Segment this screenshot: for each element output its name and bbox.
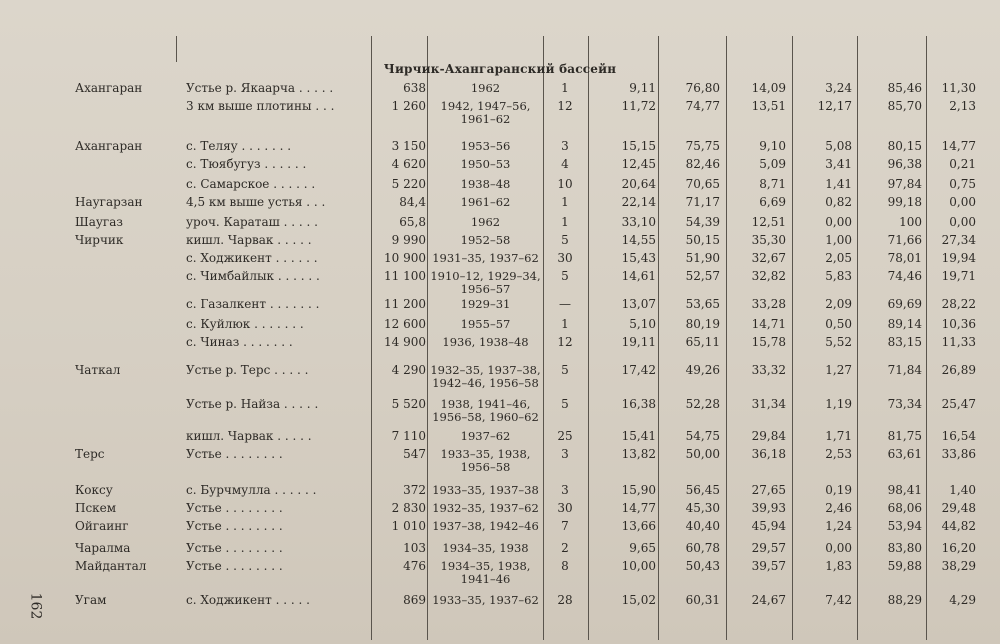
cell-place: с. Ходжикент . . . . . xyxy=(186,594,310,607)
cell-n: 1 xyxy=(561,317,569,331)
cell-river: Наугарзан xyxy=(75,195,143,209)
cell-v3: 13,51 xyxy=(751,99,786,113)
cell-v2: 75,75 xyxy=(685,139,720,153)
cell-v6: 25,47 xyxy=(941,397,976,411)
cell-v4: 2,05 xyxy=(825,251,852,265)
cell-area: 476 xyxy=(403,559,426,573)
cell-place: Устье . . . . . . . . xyxy=(186,560,283,573)
cell-v1: 15,15 xyxy=(621,139,656,153)
cell-v5: 74,46 xyxy=(887,269,922,283)
cell-v6: 29,48 xyxy=(941,501,976,515)
cell-years: 1932–35, 1937–62 xyxy=(432,501,539,515)
cell-v3: 24,67 xyxy=(751,593,786,607)
cell-n: 30 xyxy=(557,501,573,515)
cell-v5: 73,34 xyxy=(887,397,922,411)
cell-v6: 11,30 xyxy=(941,81,976,95)
cell-v4: 0,50 xyxy=(825,317,852,331)
cell-v2: 54,75 xyxy=(685,429,720,443)
cell-place: с. Чиназ . . . . . . . xyxy=(186,336,293,349)
cell-years: 1962 xyxy=(470,81,501,95)
cell-place: с. Тюябугуз . . . . . . xyxy=(186,158,307,171)
cell-v2: 53,65 xyxy=(685,297,720,311)
cell-place: 3 км выше плотины . . . xyxy=(186,100,335,113)
cell-v2: 50,15 xyxy=(685,233,720,247)
cell-v5: 81,75 xyxy=(887,429,922,443)
cell-v1: 10,00 xyxy=(621,559,656,573)
cell-n: 30 xyxy=(557,251,573,265)
cell-v6: 33,86 xyxy=(941,447,976,461)
cell-v2: 40,40 xyxy=(685,519,720,533)
cell-years: 1929–31 xyxy=(460,297,511,311)
cell-v6: 0,00 xyxy=(949,215,976,229)
cell-v6: 14,77 xyxy=(941,139,976,153)
cell-river: Коксу xyxy=(75,483,113,497)
cell-v5: 71,84 xyxy=(887,363,922,377)
page-number: 162 xyxy=(27,592,44,620)
cell-v1: 33,10 xyxy=(621,215,656,229)
cell-n: 3 xyxy=(561,447,569,461)
cell-place: с. Теляу . . . . . . . xyxy=(186,140,292,153)
cell-area: 5 220 xyxy=(391,177,426,191)
cell-v3: 36,18 xyxy=(751,447,786,461)
cell-v2: 50,00 xyxy=(685,447,720,461)
cell-area: 14 900 xyxy=(384,335,426,349)
cell-v5: 85,46 xyxy=(887,81,922,95)
cell-v2: 76,80 xyxy=(685,81,720,95)
cell-v4: 2,46 xyxy=(825,501,852,515)
cell-place: с. Ходжикент . . . . . . xyxy=(186,252,318,265)
cell-v6: 28,22 xyxy=(941,297,976,311)
cell-v4: 2,09 xyxy=(825,297,852,311)
cell-v2: 45,30 xyxy=(685,501,720,515)
cell-place: кишл. Чарвак . . . . . xyxy=(186,234,312,247)
cell-area: 11 100 xyxy=(384,269,426,283)
cell-v3: 12,51 xyxy=(751,215,786,229)
cell-v4: 1,83 xyxy=(825,559,852,573)
cell-v1: 15,43 xyxy=(621,251,656,265)
cell-v1: 20,64 xyxy=(621,177,656,191)
cell-years: 1934–35, 1938, 1941–46 xyxy=(440,559,531,586)
cell-n: 12 xyxy=(557,99,573,113)
cell-n: 4 xyxy=(561,157,569,171)
cell-v6: 27,34 xyxy=(941,233,976,247)
table-row xyxy=(0,270,1000,300)
cell-v2: 74,77 xyxy=(685,99,720,113)
cell-years: 1937–38, 1942–46 xyxy=(432,519,539,533)
cell-years: 1937–62 xyxy=(460,429,511,443)
cell-n: 2 xyxy=(561,541,569,555)
cell-years: 1936, 1938–48 xyxy=(442,335,529,349)
cell-area: 9 990 xyxy=(391,233,426,247)
cell-v6: 44,82 xyxy=(941,519,976,533)
cell-v2: 52,28 xyxy=(685,397,720,411)
cell-v4: 1,00 xyxy=(825,233,852,247)
cell-v4: 2,53 xyxy=(825,447,852,461)
cell-area: 2 830 xyxy=(391,501,426,515)
cell-v1: 19,11 xyxy=(621,335,656,349)
cell-v2: 70,65 xyxy=(685,177,720,191)
cell-n: 7 xyxy=(561,519,569,533)
cell-v1: 15,02 xyxy=(621,593,656,607)
cell-place: с. Газалкент . . . . . . . xyxy=(186,298,320,311)
cell-v5: 98,41 xyxy=(887,483,922,497)
cell-v6: 2,13 xyxy=(949,99,976,113)
cell-v2: 60,31 xyxy=(685,593,720,607)
cell-v3: 32,67 xyxy=(751,251,786,265)
table-row xyxy=(0,594,1000,624)
cell-v2: 52,57 xyxy=(685,269,720,283)
cell-area: 10 900 xyxy=(384,251,426,265)
cell-v4: 0,19 xyxy=(825,483,852,497)
cell-v4: 1,24 xyxy=(825,519,852,533)
cell-v1: 14,55 xyxy=(621,233,656,247)
cell-area: 11 200 xyxy=(384,297,426,311)
cell-place: Устье . . . . . . . . xyxy=(186,542,283,555)
cell-area: 547 xyxy=(403,447,426,461)
cell-v2: 56,45 xyxy=(685,483,720,497)
cell-v1: 12,45 xyxy=(621,157,656,171)
cell-years: 1942, 1947–56, 1961–62 xyxy=(440,99,531,126)
cell-river: Майдантал xyxy=(75,559,147,573)
cell-v4: 1,19 xyxy=(825,397,852,411)
cell-place: с. Чимбайлык . . . . . . xyxy=(186,270,320,283)
cell-n: 3 xyxy=(561,139,569,153)
cell-place: кишл. Чарвак . . . . . xyxy=(186,430,312,443)
cell-v5: 80,15 xyxy=(887,139,922,153)
cell-v1: 13,07 xyxy=(621,297,656,311)
cell-v4: 1,27 xyxy=(825,363,852,377)
cell-years: 1938, 1941–46, 1956–58, 1960–62 xyxy=(432,397,539,424)
cell-v2: 71,17 xyxy=(685,195,720,209)
cell-v2: 49,26 xyxy=(685,363,720,377)
cell-place: Устье р. Терс . . . . . xyxy=(186,364,309,377)
cell-place: с. Куйлюк . . . . . . . xyxy=(186,318,304,331)
cell-n: 10 xyxy=(557,177,573,191)
table-row xyxy=(0,560,1000,590)
cell-years: 1931–35, 1937–62 xyxy=(432,251,539,265)
cell-n: 8 xyxy=(561,559,569,573)
cell-v3: 27,65 xyxy=(751,483,786,497)
cell-v1: 9,11 xyxy=(629,81,656,95)
cell-v1: 9,65 xyxy=(629,541,656,555)
cell-v5: 100 xyxy=(899,215,922,229)
cell-v3: 39,93 xyxy=(751,501,786,515)
cell-years: 1953–56 xyxy=(460,139,511,153)
cell-river: Ахангаран xyxy=(75,139,143,153)
cell-place: 4,5 км выше устья . . . xyxy=(186,196,326,209)
cell-v6: 4,29 xyxy=(949,593,976,607)
cell-v6: 38,29 xyxy=(941,559,976,573)
cell-v5: 78,01 xyxy=(887,251,922,265)
cell-v2: 54,39 xyxy=(685,215,720,229)
cell-place: Устье . . . . . . . . xyxy=(186,520,283,533)
cell-years: 1934–35, 1938 xyxy=(442,541,529,555)
cell-years: 1950–53 xyxy=(460,157,511,171)
cell-v5: 59,88 xyxy=(887,559,922,573)
cell-v1: 13,66 xyxy=(621,519,656,533)
cell-n: 5 xyxy=(561,397,569,411)
cell-v5: 83,15 xyxy=(887,335,922,349)
table-row xyxy=(0,100,1000,130)
cell-v6: 19,94 xyxy=(941,251,976,265)
cell-area: 65,8 xyxy=(399,215,426,229)
cell-river: Чаралма xyxy=(75,541,131,555)
cell-v4: 3,41 xyxy=(825,157,852,171)
cell-v5: 71,66 xyxy=(887,233,922,247)
table-row xyxy=(0,364,1000,394)
cell-v6: 11,33 xyxy=(941,335,976,349)
cell-v6: 1,40 xyxy=(949,483,976,497)
cell-n: — xyxy=(559,297,571,311)
cell-v5: 85,70 xyxy=(887,99,922,113)
cell-v5: 53,94 xyxy=(887,519,922,533)
cell-v1: 5,10 xyxy=(629,317,656,331)
cell-n: 1 xyxy=(561,81,569,95)
cell-v5: 96,38 xyxy=(887,157,922,171)
cell-v1: 16,38 xyxy=(621,397,656,411)
cell-river: Пскем xyxy=(75,501,117,515)
cell-v4: 1,71 xyxy=(825,429,852,443)
cell-place: с. Самарское . . . . . . xyxy=(186,178,316,191)
cell-v3: 14,71 xyxy=(751,317,786,331)
cell-area: 4 620 xyxy=(391,157,426,171)
cell-v3: 35,30 xyxy=(751,233,786,247)
cell-place: Устье р. Найза . . . . . xyxy=(186,398,319,411)
cell-v3: 14,09 xyxy=(751,81,786,95)
cell-v3: 33,32 xyxy=(751,363,786,377)
cell-area: 7 110 xyxy=(391,429,426,443)
cell-v6: 16,20 xyxy=(941,541,976,555)
cell-v1: 11,72 xyxy=(621,99,656,113)
cell-v4: 12,17 xyxy=(817,99,852,113)
cell-river: Ахангаран xyxy=(75,81,143,95)
cell-v4: 1,41 xyxy=(825,177,852,191)
cell-v4: 3,24 xyxy=(825,81,852,95)
cell-place: Устье р. Якаарча . . . . . xyxy=(186,82,334,95)
cell-n: 1 xyxy=(561,215,569,229)
cell-area: 5 520 xyxy=(391,397,426,411)
cell-v3: 9,10 xyxy=(759,139,786,153)
cell-years: 1938–48 xyxy=(460,177,511,191)
cell-v5: 68,06 xyxy=(887,501,922,515)
cell-n: 28 xyxy=(557,593,573,607)
cell-area: 372 xyxy=(403,483,426,497)
cell-v3: 29,84 xyxy=(751,429,786,443)
cell-place: с. Бурчмулла . . . . . . xyxy=(186,484,317,497)
cell-v3: 5,09 xyxy=(759,157,786,171)
basin-title: Чирчик-Ахангаранский бассейн xyxy=(383,62,617,76)
cell-v6: 19,71 xyxy=(941,269,976,283)
cell-years: 1933–35, 1937–62 xyxy=(432,593,539,607)
cell-v6: 0,21 xyxy=(949,157,976,171)
cell-years: 1955–57 xyxy=(460,317,511,331)
cell-place: уроч. Караташ . . . . . xyxy=(186,216,318,229)
cell-area: 103 xyxy=(403,541,426,555)
cell-years: 1962 xyxy=(470,215,501,229)
cell-v3: 39,57 xyxy=(751,559,786,573)
cell-n: 1 xyxy=(561,195,569,209)
cell-years: 1933–35, 1937–38 xyxy=(432,483,539,497)
cell-v4: 5,08 xyxy=(825,139,852,153)
cell-area: 1 260 xyxy=(391,99,426,113)
table-row xyxy=(0,336,1000,366)
cell-years: 1952–58 xyxy=(460,233,511,247)
cell-n: 25 xyxy=(557,429,573,443)
cell-v6: 26,89 xyxy=(941,363,976,377)
cell-v3: 31,34 xyxy=(751,397,786,411)
cell-v4: 7,42 xyxy=(825,593,852,607)
cell-v2: 65,11 xyxy=(685,335,720,349)
cell-v1: 14,77 xyxy=(621,501,656,515)
cell-v6: 16,54 xyxy=(941,429,976,443)
table-row xyxy=(0,448,1000,478)
cell-v5: 83,80 xyxy=(887,541,922,555)
cell-river: Шаугаз xyxy=(75,215,123,229)
cell-v4: 0,82 xyxy=(825,195,852,209)
cell-n: 5 xyxy=(561,363,569,377)
cell-v2: 60,78 xyxy=(685,541,720,555)
cell-area: 638 xyxy=(403,81,426,95)
cell-v2: 51,90 xyxy=(685,251,720,265)
cell-n: 5 xyxy=(561,233,569,247)
cell-v3: 33,28 xyxy=(751,297,786,311)
cell-area: 84,4 xyxy=(399,195,426,209)
cell-v3: 8,71 xyxy=(759,177,786,191)
cell-v3: 45,94 xyxy=(751,519,786,533)
cell-v2: 80,19 xyxy=(685,317,720,331)
cell-place: Устье . . . . . . . . xyxy=(186,502,283,515)
cell-n: 12 xyxy=(557,335,573,349)
cell-v5: 99,18 xyxy=(887,195,922,209)
cell-v1: 22,14 xyxy=(621,195,656,209)
cell-river: Терс xyxy=(75,447,105,461)
cell-v3: 29,57 xyxy=(751,541,786,555)
cell-v2: 82,46 xyxy=(685,157,720,171)
cell-area: 12 600 xyxy=(384,317,426,331)
cell-years: 1961–62 xyxy=(460,195,511,209)
cell-area: 869 xyxy=(403,593,426,607)
cell-v1: 15,90 xyxy=(621,483,656,497)
cell-n: 3 xyxy=(561,483,569,497)
cell-river: Чирчик xyxy=(75,233,124,247)
cell-area: 4 290 xyxy=(391,363,426,377)
cell-v3: 15,78 xyxy=(751,335,786,349)
table-row xyxy=(0,398,1000,428)
cell-v4: 0,00 xyxy=(825,215,852,229)
cell-v6: 0,00 xyxy=(949,195,976,209)
cell-v2: 50,43 xyxy=(685,559,720,573)
cell-river: Ойгаинг xyxy=(75,519,129,533)
cell-river: Чаткал xyxy=(75,363,121,377)
cell-v6: 0,75 xyxy=(949,177,976,191)
cell-v5: 88,29 xyxy=(887,593,922,607)
cell-v4: 0,00 xyxy=(825,541,852,555)
column-divider xyxy=(176,36,177,62)
cell-river: Угам xyxy=(75,593,107,607)
cell-v1: 15,41 xyxy=(621,429,656,443)
cell-v4: 5,52 xyxy=(825,335,852,349)
cell-place: Устье . . . . . . . . xyxy=(186,448,283,461)
cell-area: 3 150 xyxy=(391,139,426,153)
cell-v4: 5,83 xyxy=(825,269,852,283)
cell-area: 1 010 xyxy=(391,519,426,533)
cell-v1: 17,42 xyxy=(621,363,656,377)
cell-v5: 89,14 xyxy=(887,317,922,331)
cell-v6: 10,36 xyxy=(941,317,976,331)
cell-v3: 32,82 xyxy=(751,269,786,283)
cell-years: 1910–12, 1929–34, 1956–57 xyxy=(430,269,541,296)
cell-v5: 97,84 xyxy=(887,177,922,191)
cell-v3: 6,69 xyxy=(759,195,786,209)
cell-years: 1932–35, 1937–38, 1942–46, 1956–58 xyxy=(430,363,541,390)
cell-v1: 13,82 xyxy=(621,447,656,461)
cell-years: 1933–35, 1938, 1956–58 xyxy=(440,447,531,474)
cell-v1: 14,61 xyxy=(621,269,656,283)
cell-n: 5 xyxy=(561,269,569,283)
cell-v5: 69,69 xyxy=(887,297,922,311)
cell-v5: 63,61 xyxy=(887,447,922,461)
